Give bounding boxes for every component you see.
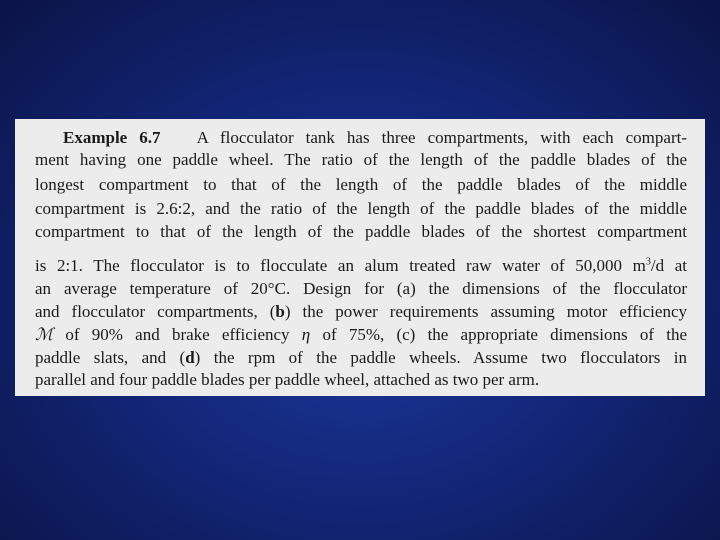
superscript-3: 3 xyxy=(645,256,651,268)
text-line-5 xyxy=(35,221,687,242)
text-line-3 xyxy=(35,174,687,195)
text-line-2 xyxy=(35,149,687,170)
text-segment: compartment is 2.6:2, and the ratio of the length of the paddle blades of the middle xyxy=(35,199,687,218)
text-line-8 xyxy=(35,301,687,322)
text-segment: paddle slats, and ( xyxy=(35,348,186,367)
bold-b: b xyxy=(275,302,285,321)
bold-d: d xyxy=(185,348,195,367)
text-segment: ) the rpm of the paddle wheels. Assume two flocculators in xyxy=(194,348,687,367)
text-line-1 xyxy=(35,127,687,148)
eta-symbol: η xyxy=(301,325,311,344)
text-line-6 xyxy=(35,255,687,276)
text-segment: an average temperature of 20°C. Design for (a) the dimensions of the flocculator xyxy=(35,279,687,298)
text-segment: of 75%, (c) the appropriate dimensions of the xyxy=(310,325,688,344)
text-segment: of 90% and brake efficiency xyxy=(53,325,302,344)
text-segment: is 2:1. The flocculator is to flocculate an alum treated raw water of 50,000 m xyxy=(35,256,646,275)
text-segment: /d at xyxy=(650,256,687,275)
text-line-9 xyxy=(35,324,687,345)
text-line-4 xyxy=(35,198,687,219)
text-segment: longest compartment to that of the length of the paddle blades of the middle xyxy=(35,175,687,194)
text-segment: compartment to that of the length of the paddle blades of the shortest compartment xyxy=(35,222,687,241)
text-segment: and flocculator compartments, ( xyxy=(35,302,276,321)
text-segment: parallel and four paddle blades per paddle wheel, attached as two per arm. xyxy=(35,370,540,389)
text-segment: A flocculator tank has three compartments, with each compart- xyxy=(196,128,687,147)
scanned-text-block xyxy=(15,119,705,396)
text-line-7 xyxy=(35,278,687,299)
example-label: Example 6.7 xyxy=(63,128,161,147)
motor-efficiency-symbol: ℳ xyxy=(35,325,54,344)
text-line-11 xyxy=(35,369,687,390)
text-segment: ) the power requirements assuming motor efficiency xyxy=(284,302,687,321)
text-line-10 xyxy=(35,347,687,368)
text-segment: ment having one paddle wheel. The ratio of the length of the paddle blades of the xyxy=(35,150,687,169)
